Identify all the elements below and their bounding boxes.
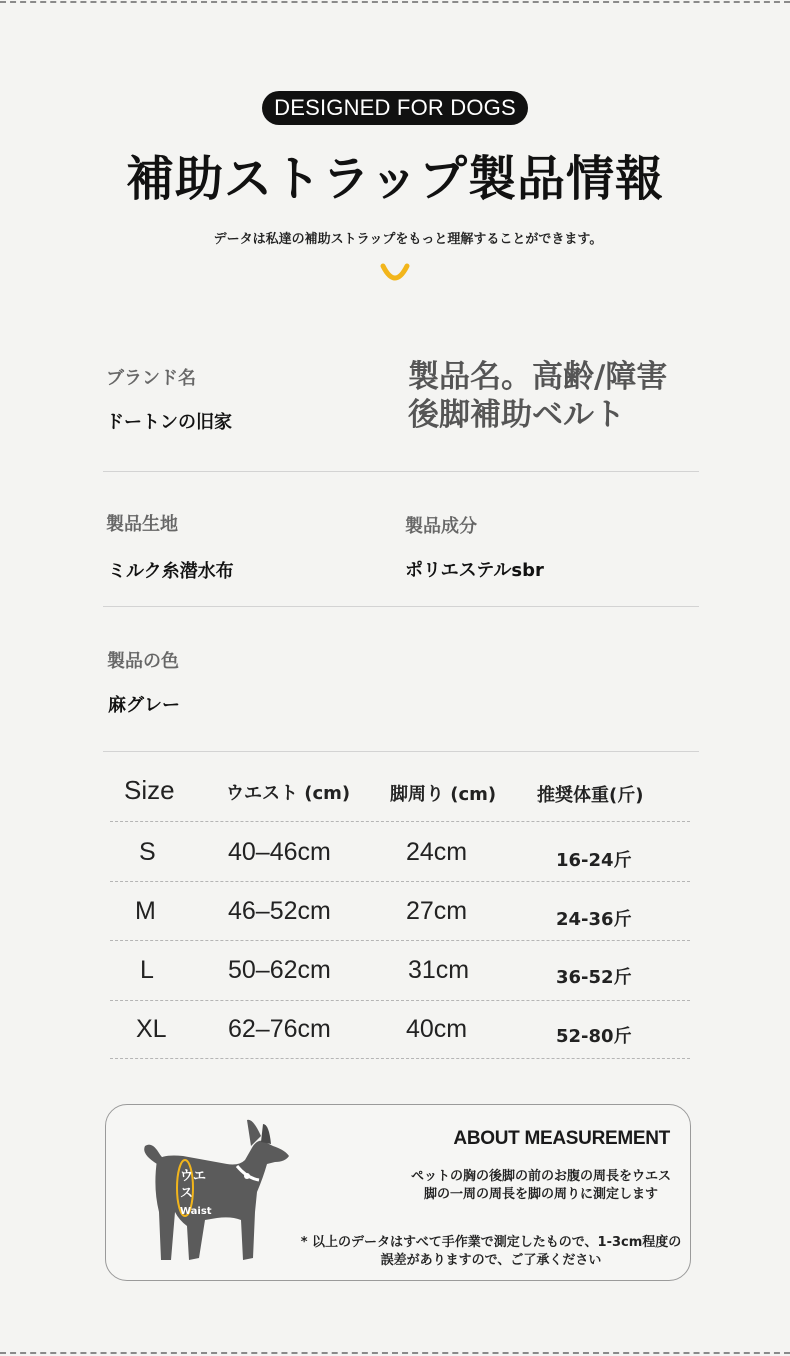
divider: [103, 751, 699, 752]
dog-silhouette-icon: [135, 1116, 295, 1266]
composition-value: ポリエステルsbr: [405, 560, 544, 581]
table-cell-waist: 50–62cm: [228, 956, 331, 984]
measurement-note: * 以上のデータはすべて手作業で測定したもので、1-3cm程度の誤差がありますので、ご了承ください: [300, 1235, 682, 1268]
table-header-weight: 推奨体重(斤): [537, 785, 644, 806]
table-cell-size: S: [139, 838, 156, 866]
table-cell-waist: 62–76cm: [228, 1015, 331, 1043]
color-value: 麻グレー: [108, 695, 180, 716]
table-row-divider: [110, 821, 690, 822]
table-row-divider: [110, 1000, 690, 1001]
product-name: 製品名。高齢/障害後脚補助ベルト: [408, 359, 668, 433]
divider: [103, 471, 699, 472]
table-cell-size: M: [135, 897, 156, 925]
waist-label-text: ウエス: [180, 1169, 207, 1201]
table-header-waist: ウエスト (cm): [226, 783, 351, 804]
bottom-dashed-border: [0, 1352, 790, 1354]
table-cell-weight: 16-24斤: [556, 850, 632, 871]
fabric-label: 製品生地: [106, 514, 178, 535]
composition-label: 製品成分: [405, 516, 477, 537]
table-cell-leg: 27cm: [406, 897, 468, 925]
waist-label: [180, 1168, 214, 1220]
table-cell-size: L: [140, 956, 154, 984]
table-row-divider: [110, 1058, 690, 1059]
table-row-divider: [110, 881, 690, 882]
table-cell-weight: 24-36斤: [556, 909, 632, 930]
page-title: 補助ストラップ製品情報: [125, 151, 665, 207]
fabric-value: ミルク糸潜水布: [108, 561, 234, 582]
table-cell-leg: 31cm: [408, 956, 470, 984]
smile-icon: [380, 262, 410, 284]
table-header-size: Size: [124, 775, 175, 805]
page-subtitle: データは私達の補助ストラップをもっと理解することができます。: [213, 232, 603, 247]
divider: [103, 606, 699, 607]
table-row-divider: [110, 940, 690, 941]
table-cell-waist: 40–46cm: [228, 838, 331, 866]
table-header-leg: 脚周り (cm): [390, 784, 497, 805]
table-cell-leg: 40cm: [406, 1015, 468, 1043]
table-cell-weight: 36-52斤: [556, 967, 632, 988]
measurement-title: ABOUT MEASUREMENT: [453, 1128, 670, 1149]
top-dashed-border: [0, 1, 790, 3]
brand-label: ブランド名: [106, 368, 196, 389]
table-cell-leg: 24cm: [406, 838, 468, 866]
table-cell-weight: 52-80斤: [556, 1026, 632, 1047]
color-label: 製品の色: [107, 651, 179, 672]
waist-label-sub: Waist: [180, 1206, 212, 1217]
table-cell-size: XL: [136, 1015, 167, 1043]
table-cell-waist: 46–52cm: [228, 897, 331, 925]
tagline-badge: DESIGNED FOR DOGS: [262, 91, 528, 125]
measurement-description: ペットの胸の後脚の前のお腹の周長をウエス 脚の一周の周長を脚の周りに測定します: [410, 1169, 671, 1202]
brand-value: ドートンの旧家: [106, 412, 232, 433]
